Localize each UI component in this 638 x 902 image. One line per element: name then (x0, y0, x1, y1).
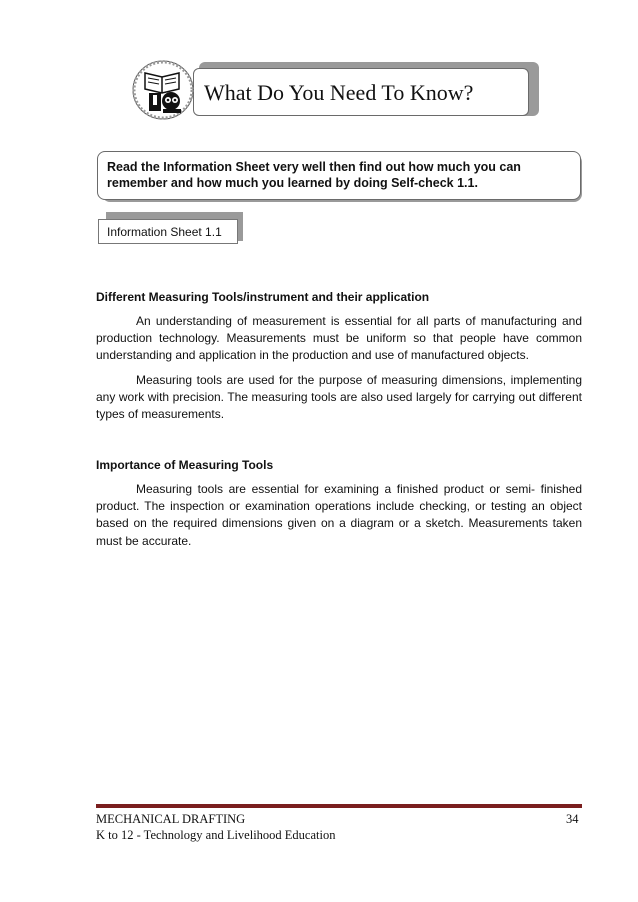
reading-student-icon (131, 59, 195, 121)
paragraph-text: An understanding of measurement is essential for all parts of manufacturing and production technology. Measurements must be uniform so that people have common understanding and application in the production and use of manufactured objects. (96, 314, 582, 363)
banner-title: What Do You Need To Know? (204, 80, 474, 105)
footer-subtitle: K to 12 - Technology and Livelihood Education (96, 828, 336, 842)
instruction-line-2: remember and how much you learned by doing Self-check 1.1. (107, 176, 478, 190)
page-number: 34 (566, 812, 579, 826)
footer-course: MECHANICAL DRAFTING (96, 812, 246, 826)
paragraph (96, 481, 582, 550)
paragraph-text: Measuring tools are essential for examining a finished product or semi- finished product. The inspection or examination operations include checking, or testing an object based on the required dimensions given on a diagram or a sketch. Measurements taken must be accurate. (96, 482, 582, 548)
instruction-line-1: Read the Information Sheet very well then find out how much you can (107, 160, 521, 174)
section-heading: Importance of Measuring Tools (96, 458, 274, 472)
footer-rule (96, 804, 582, 808)
section-heading: Different Measuring Tools/instrument and their application (96, 290, 430, 304)
paragraph (96, 313, 582, 365)
info-sheet-label: Information Sheet 1.1 (107, 225, 222, 239)
paragraph (96, 372, 582, 424)
paragraph-text: Measuring tools are used for the purpose of measuring dimensions, implementing any work with precision. The measuring tools are also used largely for carrying out different types of measurements. (96, 373, 582, 422)
